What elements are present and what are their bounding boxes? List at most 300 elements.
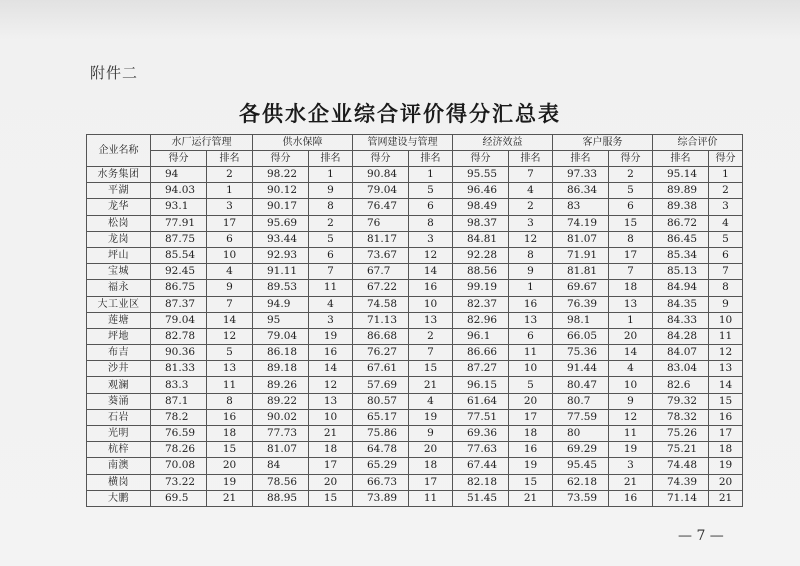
table-cell: 98.49 (453, 199, 509, 215)
table-cell: 89.53 (253, 280, 309, 296)
table-cell: 21 (609, 474, 653, 490)
table-cell: 89.18 (253, 361, 309, 377)
table-row (87, 377, 743, 393)
table-cell: 1 (509, 280, 553, 296)
table-cell: 17 (709, 426, 743, 442)
table-cell: 82.96 (453, 312, 509, 328)
table-cell: 18 (207, 426, 253, 442)
table-cell: 81.33 (151, 361, 207, 377)
company-name-cell: 松岗 (87, 215, 151, 231)
table-cell: 69.5 (151, 490, 207, 506)
table-cell: 96.1 (453, 328, 509, 344)
table-cell: 80 (553, 426, 609, 442)
table-cell: 19 (709, 458, 743, 474)
company-name-cell: 福永 (87, 280, 151, 296)
table-cell: 21 (409, 377, 453, 393)
table-body (87, 167, 743, 507)
table-cell: 98.22 (253, 167, 309, 183)
table-cell: 79.04 (253, 328, 309, 344)
subheader-cell: 得分 (453, 151, 509, 167)
table-cell: 16 (309, 345, 353, 361)
table-cell: 21 (207, 490, 253, 506)
table-cell: 7 (709, 264, 743, 280)
table-cell: 12 (709, 345, 743, 361)
table-cell: 10 (309, 409, 353, 425)
table-cell: 83.3 (151, 377, 207, 393)
company-name-cell: 南澳 (87, 458, 151, 474)
table-cell: 84.33 (653, 312, 709, 328)
table-cell: 64.78 (353, 442, 409, 458)
table-cell: 3 (409, 231, 453, 247)
table-cell: 7 (409, 345, 453, 361)
table-cell: 20 (709, 474, 743, 490)
table-cell: 84.81 (453, 231, 509, 247)
company-name-cell: 龙岗 (87, 231, 151, 247)
table-cell: 76.59 (151, 426, 207, 442)
table-row (87, 231, 743, 247)
table-cell: 76.27 (353, 345, 409, 361)
table-cell: 86.34 (553, 183, 609, 199)
table-row (87, 442, 743, 458)
company-name-cell: 平湖 (87, 183, 151, 199)
table-cell: 81.81 (553, 264, 609, 280)
table-row (87, 458, 743, 474)
subheader-cell: 得分 (151, 151, 207, 167)
table-cell: 12 (509, 231, 553, 247)
table-cell: 67.7 (353, 264, 409, 280)
table-cell: 66.05 (553, 328, 609, 344)
table-cell: 17 (509, 409, 553, 425)
table-cell: 8 (509, 247, 553, 263)
table-cell: 9 (309, 183, 353, 199)
table-cell: 84.28 (653, 328, 709, 344)
table-cell: 85.13 (653, 264, 709, 280)
table-cell: 91.44 (553, 361, 609, 377)
table-cell: 79.04 (353, 183, 409, 199)
table-cell: 77.73 (253, 426, 309, 442)
table-cell: 10 (509, 361, 553, 377)
header-row-groups (87, 135, 743, 151)
table-cell: 67.22 (353, 280, 409, 296)
table-cell: 74.48 (653, 458, 709, 474)
table-cell: 76.47 (353, 199, 409, 215)
table-cell: 5 (309, 231, 353, 247)
table-cell: 20 (509, 393, 553, 409)
table-cell: 73.22 (151, 474, 207, 490)
table-row (87, 361, 743, 377)
group-header-plant-operation: 水厂运行管理 (151, 135, 253, 151)
table-cell: 90.17 (253, 199, 309, 215)
company-name-cell: 杭梓 (87, 442, 151, 458)
table-cell: 19 (309, 328, 353, 344)
company-name-cell: 宝城 (87, 264, 151, 280)
table-cell: 78.32 (653, 409, 709, 425)
table-cell: 21 (509, 490, 553, 506)
table-cell: 7 (509, 167, 553, 183)
table-cell: 73.67 (353, 247, 409, 263)
table-cell: 95.45 (553, 458, 609, 474)
table-cell: 2 (207, 167, 253, 183)
table-row (87, 215, 743, 231)
table-cell: 12 (207, 328, 253, 344)
table-cell: 13 (309, 393, 353, 409)
table-cell: 86.75 (151, 280, 207, 296)
table-cell: 84 (253, 458, 309, 474)
company-name-cell: 横岗 (87, 474, 151, 490)
table-cell: 19 (509, 458, 553, 474)
table-cell: 8 (309, 199, 353, 215)
table-row (87, 328, 743, 344)
table-cell: 93.1 (151, 199, 207, 215)
table-row (87, 345, 743, 361)
table-cell: 90.12 (253, 183, 309, 199)
table-cell: 2 (409, 328, 453, 344)
table-cell: 3 (709, 199, 743, 215)
table-cell: 67.61 (353, 361, 409, 377)
table-cell: 1 (207, 183, 253, 199)
table-cell: 9 (207, 280, 253, 296)
table-cell: 80.7 (553, 393, 609, 409)
attachment-label: 附件二 (90, 64, 139, 82)
table-cell: 73.89 (353, 490, 409, 506)
table-cell: 4 (207, 264, 253, 280)
table-cell: 2 (709, 183, 743, 199)
table-cell: 5 (609, 183, 653, 199)
company-name-cell: 观澜 (87, 377, 151, 393)
table-cell: 10 (709, 312, 743, 328)
table-cell: 20 (409, 442, 453, 458)
table-row (87, 264, 743, 280)
table-cell: 76 (353, 215, 409, 231)
table-cell: 99.19 (453, 280, 509, 296)
table-cell: 86.68 (353, 328, 409, 344)
table-cell: 4 (509, 183, 553, 199)
table-cell: 74.58 (353, 296, 409, 312)
table-cell: 87.75 (151, 231, 207, 247)
table-cell: 75.21 (653, 442, 709, 458)
table-cell: 82.78 (151, 328, 207, 344)
table-row (87, 393, 743, 409)
table-cell: 17 (207, 215, 253, 231)
table-cell: 79.04 (151, 312, 207, 328)
company-name-cell: 水务集团 (87, 167, 151, 183)
page-title: 各供水企业综合评价得分汇总表 (239, 101, 561, 126)
table-cell: 84.94 (653, 280, 709, 296)
table-cell: 11 (309, 280, 353, 296)
table-cell: 12 (609, 409, 653, 425)
group-header-network-management: 管网建设与管理 (353, 135, 453, 151)
table-row (87, 167, 743, 183)
table-cell: 13 (207, 361, 253, 377)
table-cell: 3 (609, 458, 653, 474)
table-cell: 17 (309, 458, 353, 474)
table-cell: 89.26 (253, 377, 309, 393)
table-cell: 9 (709, 296, 743, 312)
table-cell: 78.26 (151, 442, 207, 458)
table-cell: 65.29 (353, 458, 409, 474)
table-cell: 6 (309, 247, 353, 263)
table-cell: 94.03 (151, 183, 207, 199)
table-cell: 94 (151, 167, 207, 183)
company-name-cell: 坪地 (87, 328, 151, 344)
table-cell: 12 (309, 377, 353, 393)
table-row (87, 280, 743, 296)
table-cell: 8 (709, 280, 743, 296)
table-cell: 70.08 (151, 458, 207, 474)
table-cell: 16 (609, 490, 653, 506)
company-name-cell: 石岩 (87, 409, 151, 425)
table-cell: 81.07 (553, 231, 609, 247)
table-cell: 74.39 (653, 474, 709, 490)
table-cell: 9 (409, 426, 453, 442)
table-cell: 95.69 (253, 215, 309, 231)
table-cell: 18 (609, 280, 653, 296)
table-cell: 11 (409, 490, 453, 506)
table-cell: 89.89 (653, 183, 709, 199)
table-cell: 90.36 (151, 345, 207, 361)
table-cell: 8 (409, 215, 453, 231)
table-cell: 18 (309, 442, 353, 458)
subheader-cell: 排名 (653, 151, 709, 167)
table-cell: 83.04 (653, 361, 709, 377)
table-cell: 89.22 (253, 393, 309, 409)
table-cell: 57.69 (353, 377, 409, 393)
table-cell: 16 (409, 280, 453, 296)
table-cell: 13 (609, 296, 653, 312)
table-cell: 87.37 (151, 296, 207, 312)
table-cell: 19 (409, 409, 453, 425)
table-cell: 93.44 (253, 231, 309, 247)
table-cell: 4 (409, 393, 453, 409)
table-cell: 76.39 (553, 296, 609, 312)
table-cell: 96.46 (453, 183, 509, 199)
table-cell: 84.07 (653, 345, 709, 361)
table-cell: 6 (609, 199, 653, 215)
table-cell: 6 (207, 231, 253, 247)
table-cell: 9 (509, 264, 553, 280)
table-cell: 15 (509, 474, 553, 490)
table-cell: 16 (509, 296, 553, 312)
table-cell: 77.51 (453, 409, 509, 425)
subheader-cell: 排名 (409, 151, 453, 167)
table-cell: 5 (207, 345, 253, 361)
table-cell: 3 (309, 312, 353, 328)
table-cell: 6 (409, 199, 453, 215)
table-cell: 75.36 (553, 345, 609, 361)
table-cell: 14 (409, 264, 453, 280)
table-cell: 1 (409, 167, 453, 183)
table-cell: 15 (709, 393, 743, 409)
company-name-cell: 龙华 (87, 199, 151, 215)
score-summary-table (86, 134, 743, 507)
table-cell: 95.14 (653, 167, 709, 183)
table-cell: 4 (609, 361, 653, 377)
table-cell: 78.2 (151, 409, 207, 425)
table-cell: 89.38 (653, 199, 709, 215)
table-cell: 86.72 (653, 215, 709, 231)
table-cell: 7 (309, 264, 353, 280)
table-cell: 9 (609, 393, 653, 409)
table-cell: 97.33 (553, 167, 609, 183)
table-cell: 86.45 (653, 231, 709, 247)
table-cell: 88.56 (453, 264, 509, 280)
table-cell: 11 (509, 345, 553, 361)
table-cell: 11 (207, 377, 253, 393)
table-cell: 82.18 (453, 474, 509, 490)
table-cell: 18 (409, 458, 453, 474)
table-cell: 75.26 (653, 426, 709, 442)
table-cell: 96.15 (453, 377, 509, 393)
table-cell: 17 (409, 474, 453, 490)
table-cell: 80.47 (553, 377, 609, 393)
table-cell: 86.66 (453, 345, 509, 361)
table-cell: 2 (609, 167, 653, 183)
table-cell: 62.18 (553, 474, 609, 490)
table-cell: 8 (207, 393, 253, 409)
column-header-company: 企业名称 (87, 135, 151, 167)
table-cell: 19 (609, 442, 653, 458)
table-cell: 95.55 (453, 167, 509, 183)
table-cell: 5 (709, 231, 743, 247)
table-cell: 81.17 (353, 231, 409, 247)
table-cell: 74.19 (553, 215, 609, 231)
table-cell: 10 (409, 296, 453, 312)
table-cell: 3 (207, 199, 253, 215)
table-cell: 92.45 (151, 264, 207, 280)
table-cell: 5 (409, 183, 453, 199)
table-cell: 13 (509, 312, 553, 328)
table-cell: 65.17 (353, 409, 409, 425)
company-name-cell: 坪山 (87, 247, 151, 263)
company-name-cell: 葵涌 (87, 393, 151, 409)
table-row (87, 490, 743, 506)
table-cell: 15 (409, 361, 453, 377)
table-cell: 1 (309, 167, 353, 183)
table-cell: 6 (709, 247, 743, 263)
table-cell: 21 (709, 490, 743, 506)
table-cell: 69.36 (453, 426, 509, 442)
header-row-subcolumns (87, 151, 743, 167)
table-cell: 87.1 (151, 393, 207, 409)
page-number: — 7 — (678, 528, 724, 544)
subheader-cell: 排名 (309, 151, 353, 167)
table-cell: 14 (609, 345, 653, 361)
table-cell: 15 (609, 215, 653, 231)
table-cell: 14 (709, 377, 743, 393)
table-cell: 1 (709, 167, 743, 183)
group-header-supply-guarantee: 供水保障 (253, 135, 353, 151)
table-cell: 87.27 (453, 361, 509, 377)
table-cell: 6 (509, 328, 553, 344)
table-cell: 18 (509, 426, 553, 442)
table-cell: 83 (553, 199, 609, 215)
table-cell: 4 (309, 296, 353, 312)
table-cell: 88.95 (253, 490, 309, 506)
company-name-cell: 莲塘 (87, 312, 151, 328)
table-cell: 75.86 (353, 426, 409, 442)
table-cell: 80.57 (353, 393, 409, 409)
group-header-economic-benefit: 经济效益 (453, 135, 553, 151)
table-cell: 84.35 (653, 296, 709, 312)
table-cell: 77.59 (553, 409, 609, 425)
table-row (87, 199, 743, 215)
table-cell: 90.84 (353, 167, 409, 183)
table-cell: 73.59 (553, 490, 609, 506)
table-cell: 95 (253, 312, 309, 328)
table-cell: 71.13 (353, 312, 409, 328)
company-name-cell: 光明 (87, 426, 151, 442)
table-cell: 12 (409, 247, 453, 263)
table-cell: 78.56 (253, 474, 309, 490)
table-row (87, 296, 743, 312)
table-cell: 5 (509, 377, 553, 393)
table-cell: 71.91 (553, 247, 609, 263)
table-cell: 13 (409, 312, 453, 328)
table-cell: 14 (207, 312, 253, 328)
subheader-cell: 排名 (509, 151, 553, 167)
table-cell: 15 (309, 490, 353, 506)
table-cell: 2 (509, 199, 553, 215)
table-cell: 98.1 (553, 312, 609, 328)
table-cell: 4 (709, 215, 743, 231)
table-cell: 69.67 (553, 280, 609, 296)
table-cell: 15 (207, 442, 253, 458)
table-cell: 19 (207, 474, 253, 490)
table-cell: 85.34 (653, 247, 709, 263)
table-cell: 67.44 (453, 458, 509, 474)
table-cell: 18 (709, 442, 743, 458)
table-cell: 7 (609, 264, 653, 280)
table-cell: 61.64 (453, 393, 509, 409)
table-row (87, 409, 743, 425)
table-cell: 51.45 (453, 490, 509, 506)
table-cell: 16 (509, 442, 553, 458)
table-cell: 20 (309, 474, 353, 490)
table-cell: 21 (309, 426, 353, 442)
table-cell: 14 (309, 361, 353, 377)
table-cell: 2 (309, 215, 353, 231)
table-cell: 82.6 (653, 377, 709, 393)
subheader-cell: 得分 (709, 151, 743, 167)
table-row (87, 247, 743, 263)
subheader-cell: 排名 (207, 151, 253, 167)
table-cell: 98.37 (453, 215, 509, 231)
table-cell: 92.93 (253, 247, 309, 263)
company-name-cell: 大工业区 (87, 296, 151, 312)
table-row (87, 312, 743, 328)
company-name-cell: 大鹏 (87, 490, 151, 506)
table-cell: 3 (509, 215, 553, 231)
table-row (87, 474, 743, 490)
table-cell: 10 (609, 377, 653, 393)
table-row (87, 426, 743, 442)
table-cell: 71.14 (653, 490, 709, 506)
group-header-customer-service: 客户服务 (553, 135, 653, 151)
table-cell: 69.29 (553, 442, 609, 458)
table-cell: 85.54 (151, 247, 207, 263)
subheader-cell: 得分 (353, 151, 409, 167)
table-cell: 82.37 (453, 296, 509, 312)
table-cell: 11 (709, 328, 743, 344)
table-cell: 20 (207, 458, 253, 474)
table-cell: 77.63 (453, 442, 509, 458)
table-cell: 94.9 (253, 296, 309, 312)
table-cell: 16 (709, 409, 743, 425)
table-cell: 86.18 (253, 345, 309, 361)
table-cell: 20 (609, 328, 653, 344)
table-cell: 8 (609, 231, 653, 247)
table-row (87, 183, 743, 199)
